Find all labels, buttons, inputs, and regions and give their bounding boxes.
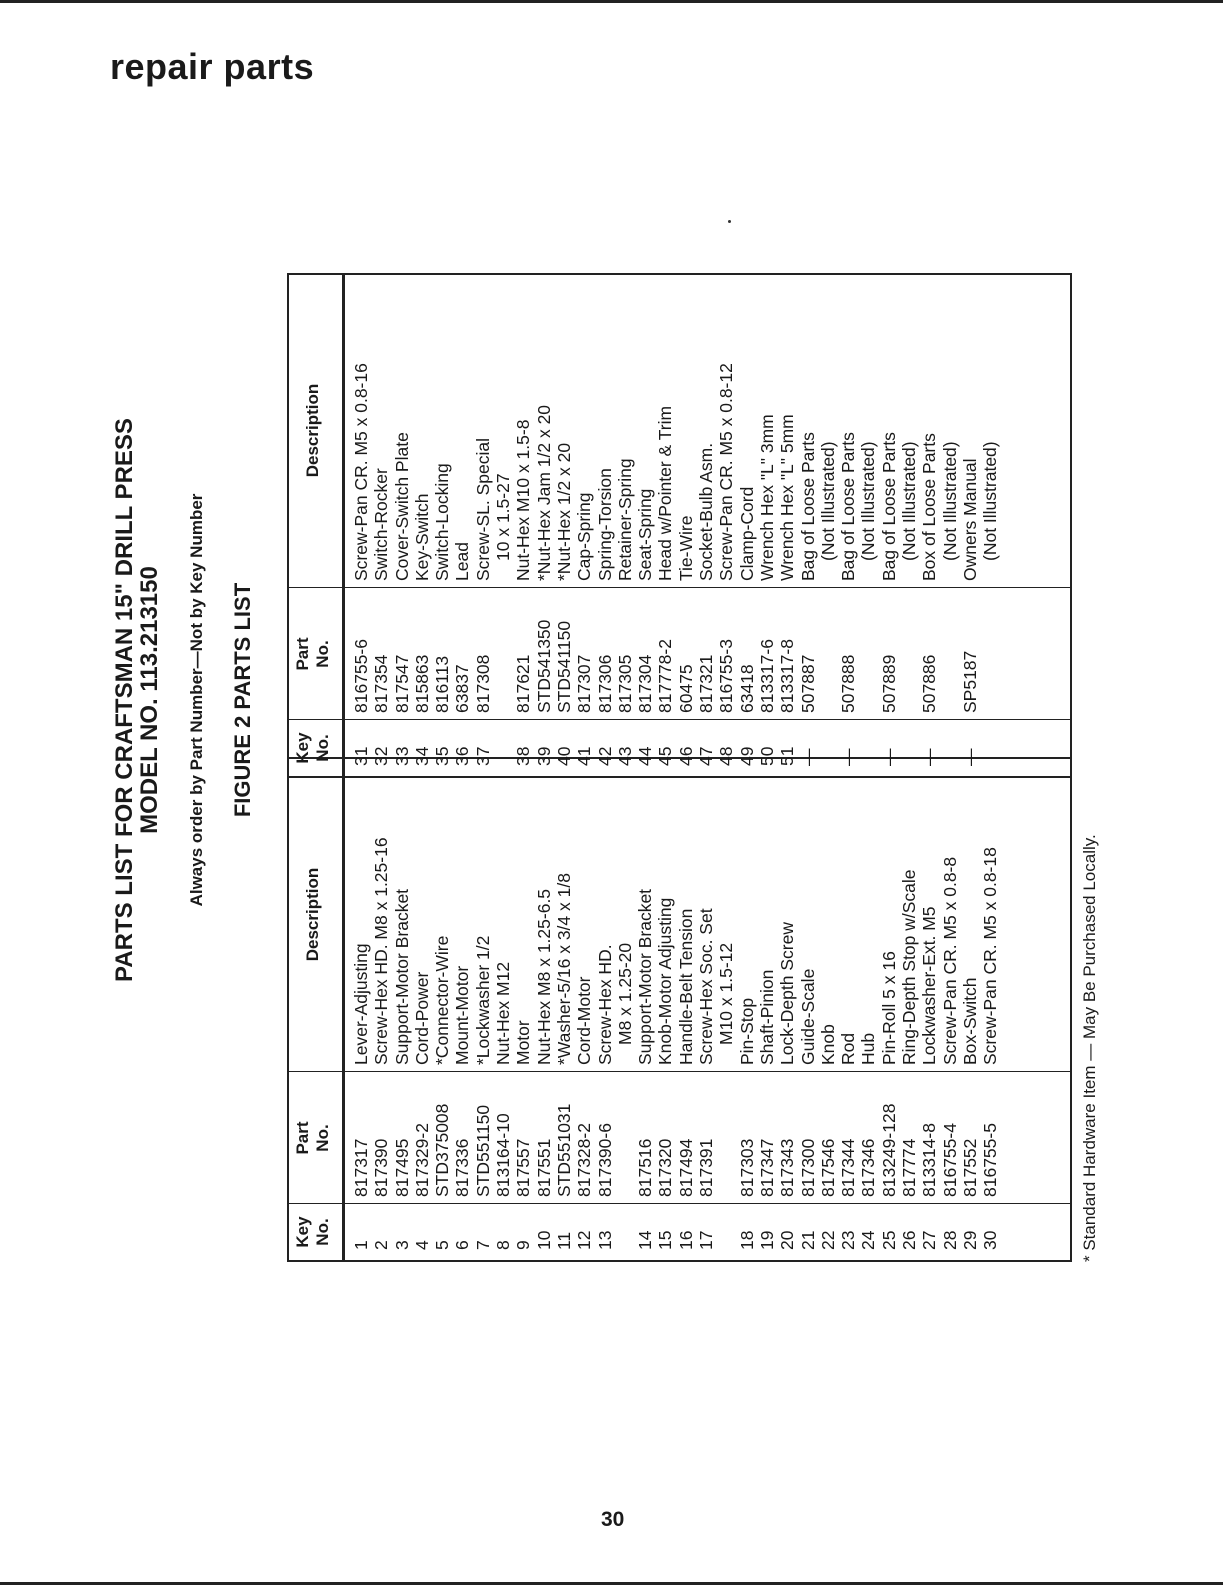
description-cell: Wrench Hex "L" 5mm (777, 414, 798, 581)
description-cell: Box-Switch (959, 977, 980, 1065)
key-cell: 37 (472, 746, 493, 766)
table-row-continuation (980, 275, 1000, 776)
table-row (635, 275, 655, 776)
table-row (554, 275, 574, 776)
part-no-cell: 817336 (452, 1138, 473, 1197)
part-no-cell: 817306 (594, 654, 615, 713)
description-cell: Switch-Rocker (371, 468, 392, 581)
description-cell: Key-Switch (411, 493, 432, 581)
description-cell: Bag of Loose Parts (838, 432, 859, 581)
key-cell: 29 (959, 1230, 980, 1250)
table-row (473, 759, 493, 1260)
table-row (452, 759, 472, 1260)
key-cell: 26 (899, 1230, 920, 1250)
table-row (960, 275, 980, 776)
rotated-parts-list (112, 100, 1112, 1300)
key-cell: 39 (533, 746, 554, 766)
description-cell: Cover-Switch Plate (391, 432, 412, 581)
header-part-line1: Part (293, 637, 312, 671)
key-cell: 23 (838, 1230, 859, 1250)
table-row (351, 759, 371, 1260)
parts-table-left (287, 757, 1072, 1262)
part-no-cell: 817346 (858, 1138, 879, 1197)
key-cell: 3 (391, 1240, 412, 1250)
part-no-cell: 63837 (452, 664, 473, 713)
part-no-cell: 817305 (614, 654, 635, 713)
table-row (371, 275, 391, 776)
table-row (919, 759, 939, 1260)
description-cell: Mount-Motor (452, 965, 473, 1065)
key-no-header (293, 720, 333, 776)
table-row (737, 275, 757, 776)
table-row (513, 275, 533, 776)
description-cell: Rod (838, 1032, 859, 1065)
part-no-cell: STD551150 (472, 1104, 493, 1197)
table-row (574, 275, 594, 776)
part-no-cell: 817547 (391, 654, 412, 713)
description-cell: Lever-Adjusting (351, 943, 371, 1065)
key-cell: 22 (817, 1230, 838, 1250)
key-cell: 8 (493, 1240, 514, 1250)
table-row (879, 275, 899, 776)
description-cell: *Nut-Hex Jam 1/2 x 20 (533, 404, 554, 581)
description-cell: Screw-Hex HD. (594, 944, 615, 1065)
key-cell: 32 (371, 746, 392, 766)
table-row (392, 759, 412, 1260)
description-cell: Shaft-Pinion (756, 969, 777, 1065)
part-no-cell: 817347 (756, 1138, 777, 1197)
key-no-header (293, 1204, 333, 1260)
description-cell: (Not Illustrated) (817, 441, 838, 561)
table-row (899, 759, 919, 1260)
table-row (676, 275, 696, 776)
part-no-cell: 813249-128 (878, 1103, 899, 1197)
part-no-cell: 817308 (472, 654, 493, 713)
part-no-cell: 817557 (513, 1138, 534, 1197)
key-cell: 9 (513, 1240, 534, 1250)
part-no-cell: 817546 (817, 1138, 838, 1197)
part-no-cell: 817778-2 (655, 639, 676, 713)
table-body-right (351, 275, 1001, 776)
description-cell: Cap-Spring (574, 492, 595, 581)
part-no-cell: 507887 (797, 654, 818, 713)
description-cell: Cord-Motor (574, 976, 595, 1065)
description-cell: Knob-Motor Adjusting (655, 897, 676, 1065)
description-cell: 10 x 1.5-27 (493, 473, 514, 561)
key-cell: 28 (939, 1230, 960, 1250)
part-no-cell: 813314-8 (919, 1123, 940, 1197)
part-no-cell: 817303 (736, 1138, 757, 1197)
table-row (432, 759, 452, 1260)
description-cell: Lockwasher-Ext. M5 (919, 906, 940, 1065)
part-no-cell: STD551031 (553, 1103, 574, 1197)
description-cell: Lock-Depth Screw (777, 922, 798, 1065)
description-cell: Handle-Belt Tension (675, 908, 696, 1065)
key-cell: 47 (696, 746, 717, 766)
description-cell: Screw-Pan CR. M5 x 0.8-18 (980, 847, 1001, 1065)
key-cell: 11 (553, 1231, 574, 1250)
table-row (371, 759, 391, 1260)
figure-title: FIGURE 2 PARTS LIST (230, 582, 255, 818)
header-key-line2: No. (313, 734, 332, 762)
table-row (534, 759, 554, 1260)
header-key-line1: Key (293, 732, 312, 764)
part-no-cell: 816755-5 (980, 1123, 1001, 1197)
part-no-cell: 507886 (919, 654, 940, 713)
table-row-continuation (858, 275, 878, 776)
description-cell: Retainer-Spring (614, 458, 635, 581)
table-row (798, 759, 818, 1260)
table-row (473, 275, 493, 776)
table-row (818, 759, 838, 1260)
part-no-cell: 817494 (675, 1138, 696, 1197)
part-no-cell: 817304 (635, 654, 656, 713)
table-row (858, 759, 878, 1260)
part-no-cell: 817552 (959, 1138, 980, 1197)
description-cell: (Not Illustrated) (980, 441, 1001, 561)
table-row (655, 759, 675, 1260)
description-cell: Pin-Stop (736, 997, 757, 1065)
part-no-cell: 817621 (513, 654, 534, 713)
key-cell: 19 (756, 1230, 777, 1250)
description-cell: Wrench Hex "L" 3mm (756, 414, 777, 581)
part-no-cell: STD541150 (553, 620, 574, 713)
table-row (960, 759, 980, 1260)
key-cell: 21 (797, 1230, 818, 1250)
title-line-2: MODEL NO. 113.213150 (136, 566, 163, 834)
table-row (493, 759, 513, 1260)
table-row (635, 759, 655, 1260)
part-no-cell: STD541350 (533, 619, 554, 713)
table-row (595, 759, 615, 1260)
table-header (289, 759, 345, 1260)
table-row (351, 275, 371, 776)
description-header: Description (303, 383, 322, 478)
description-cell: M10 x 1.5-12 (716, 942, 737, 1045)
key-cell: — (959, 748, 980, 766)
table-row (513, 759, 533, 1260)
key-cell: 16 (675, 1230, 696, 1250)
key-cell: 35 (432, 746, 453, 766)
description-cell: Lead (452, 542, 473, 581)
table-row-continuation (716, 759, 736, 1260)
part-no-cell: 816113 (432, 655, 453, 713)
key-cell: 48 (716, 746, 737, 766)
key-cell: 14 (635, 1230, 656, 1250)
table-row (838, 275, 858, 776)
key-cell: 12 (574, 1230, 595, 1250)
description-cell: Spring-Torsion (594, 468, 615, 581)
description-cell: Cord-Power (411, 971, 432, 1065)
part-no-cell: 817354 (371, 654, 392, 713)
description-cell: Bag of Loose Parts (797, 432, 818, 581)
description-cell: Nut-Hex M8 x 1.25-6.5 (533, 888, 554, 1065)
key-cell: 33 (391, 746, 412, 766)
description-cell: Screw-Pan CR. M5 x 0.8-12 (716, 363, 737, 581)
table-row (940, 759, 960, 1260)
part-no-cell: 817495 (391, 1138, 412, 1197)
table-row (737, 759, 757, 1260)
part-no-cell: 816755-4 (939, 1123, 960, 1197)
key-cell: 1 (351, 1240, 371, 1250)
description-header: Description (303, 867, 322, 962)
table-row (655, 275, 675, 776)
description-cell: Guide-Scale (797, 968, 818, 1065)
part-no-cell: SP5187 (959, 650, 980, 713)
description-cell: Head w/Pointer & Trim (655, 405, 676, 581)
part-no-cell: 817328-2 (574, 1123, 595, 1197)
key-cell: 40 (553, 746, 574, 766)
title-line-1: PARTS LIST FOR CRAFTSMAN 15" DRILL PRESS (111, 418, 138, 982)
table-row (452, 275, 472, 776)
description-cell: Screw-Pan CR. M5 x 0.8-8 (939, 856, 960, 1065)
part-no-cell: 817516 (635, 1138, 656, 1197)
key-cell: 36 (452, 746, 473, 766)
part-no-cell: 817320 (655, 1138, 676, 1197)
part-no-cell: 813164-10 (493, 1113, 514, 1197)
table-row-continuation (615, 759, 635, 1260)
key-cell: 34 (411, 746, 432, 766)
key-cell: 5 (432, 1240, 453, 1250)
table-row (838, 759, 858, 1260)
header-part-line2: No. (313, 1124, 332, 1152)
table-row-continuation (818, 275, 838, 776)
key-cell: 38 (513, 746, 534, 766)
key-cell: 10 (533, 1230, 554, 1250)
part-no-cell: 817307 (574, 654, 595, 713)
header-key-line2: No. (313, 1218, 332, 1246)
table-row (980, 759, 1000, 1260)
key-cell: 42 (594, 746, 615, 766)
part-no-cell: 817390-6 (594, 1123, 615, 1197)
page-number: 30 (601, 1508, 625, 1531)
header-part-line1: Part (293, 1121, 312, 1155)
table-row (412, 759, 432, 1260)
key-cell: 6 (452, 1240, 473, 1250)
description-cell: *Washer-5/16 x 3/4 x 1/8 (553, 873, 574, 1065)
description-cell: Nut-Hex M10 x 1.5-8 (513, 419, 534, 581)
table-row (574, 759, 594, 1260)
key-cell: — (878, 748, 899, 766)
description-cell: M8 x 1.25-20 (614, 942, 635, 1045)
key-cell: 31 (351, 746, 371, 766)
part-no-cell: 813317-6 (756, 639, 777, 713)
table-row-continuation (940, 275, 960, 776)
part-no-header (293, 1072, 333, 1204)
key-cell: 13 (594, 1230, 615, 1250)
part-no-header (293, 588, 333, 720)
section-title: repair parts (110, 46, 315, 87)
key-cell: 18 (736, 1230, 757, 1250)
key-cell: 49 (736, 746, 757, 766)
table-row (412, 275, 432, 776)
part-no-cell: 507889 (878, 654, 899, 713)
table-row (392, 275, 412, 776)
description-cell: Motor (513, 1020, 534, 1065)
part-no-cell: 816755-3 (716, 639, 737, 713)
part-no-cell: 507888 (838, 654, 859, 713)
key-cell: 30 (980, 1230, 1001, 1250)
order-note: Always order by Part Number—Not by Key Number (187, 493, 206, 907)
description-cell: Bag of Loose Parts (878, 432, 899, 581)
table-header (289, 275, 345, 776)
key-cell: 50 (756, 746, 777, 766)
table-row-continuation (899, 275, 919, 776)
key-cell: 15 (655, 1230, 676, 1250)
table-row (757, 275, 777, 776)
top-rule (0, 0, 1223, 3)
part-no-cell: 63418 (736, 664, 757, 713)
description-cell: *Lockwasher 1/2 (472, 935, 493, 1065)
part-no-cell: 817390 (371, 1138, 392, 1197)
table-row (554, 759, 574, 1260)
description-cell: Socket-Bulb Asm. (696, 442, 717, 581)
table-row (534, 275, 554, 776)
description-cell: Support-Motor Bracket (635, 888, 656, 1065)
description-cell: Screw-Pan CR. M5 x 0.8-16 (351, 363, 371, 581)
description-cell: Screw-Hex HD. M8 x 1.25-16 (371, 837, 392, 1065)
key-cell: 17 (696, 1230, 717, 1250)
table-row (696, 759, 716, 1260)
key-cell: 51 (777, 746, 798, 766)
key-cell: 46 (675, 746, 696, 766)
part-no-cell: STD375008 (432, 1103, 453, 1197)
table-row-continuation (493, 275, 513, 776)
description-cell: Knob (817, 1024, 838, 1065)
part-no-cell: 817317 (351, 1138, 371, 1197)
key-cell: 44 (635, 746, 656, 766)
parts-table-right (287, 273, 1072, 778)
footnote: * Standard Hardware Item — May Be Purchased Locally. (1080, 834, 1099, 1262)
part-no-cell: 817344 (838, 1138, 859, 1197)
header-key-line1: Key (293, 1216, 312, 1248)
description-cell: Ring-Depth Stop w/Scale (899, 869, 920, 1065)
description-cell: Screw-SL. Special (472, 438, 493, 581)
table-row (777, 275, 797, 776)
table-row (615, 275, 635, 776)
table-row (716, 275, 736, 776)
key-cell: 7 (472, 1240, 493, 1250)
part-no-cell: 817321 (696, 654, 717, 713)
parts-list-title (112, 100, 162, 1300)
key-cell: 27 (919, 1230, 940, 1250)
description-cell: Owners Manual (959, 458, 980, 581)
table-row (777, 759, 797, 1260)
description-cell: Switch-Locking (432, 463, 453, 581)
key-cell: — (919, 748, 940, 766)
part-no-cell: 60475 (675, 664, 696, 713)
description-cell: *Connector-Wire (432, 935, 453, 1065)
part-no-cell: 817343 (777, 1138, 798, 1197)
description-cell: *Nut-Hex 1/2 x 20 (553, 442, 574, 581)
key-cell: 43 (614, 746, 635, 766)
description-cell: Seat-Spring (635, 488, 656, 581)
table-row (676, 759, 696, 1260)
key-cell: 25 (878, 1230, 899, 1250)
table-row (432, 275, 452, 776)
table-row (595, 275, 615, 776)
key-cell: 24 (858, 1230, 879, 1250)
table-row (879, 759, 899, 1260)
key-cell: 41 (574, 746, 595, 766)
part-no-cell: 816755-6 (351, 639, 371, 713)
table-row (757, 759, 777, 1260)
part-no-cell: 813317-8 (777, 639, 798, 713)
description-cell: Clamp-Cord (736, 486, 757, 581)
description-cell: (Not Illustrated) (939, 441, 960, 561)
key-cell: 4 (411, 1240, 432, 1250)
description-cell: Screw-Hex Soc. Set (696, 908, 717, 1065)
part-no-cell: 815863 (411, 654, 432, 713)
table-body-left (351, 759, 1001, 1260)
description-cell: (Not Illustrated) (899, 441, 920, 561)
part-no-cell: 817551 (533, 1138, 554, 1197)
key-cell: — (838, 748, 859, 766)
table-row (919, 275, 939, 776)
description-cell: Hub (858, 1032, 879, 1065)
table-row (798, 275, 818, 776)
key-cell: 20 (777, 1230, 798, 1250)
description-cell: Tie-Wire (675, 515, 696, 581)
part-no-cell: 817391 (696, 1138, 717, 1197)
part-no-cell: 817774 (899, 1138, 920, 1197)
key-cell: 2 (371, 1240, 392, 1250)
description-cell: Support-Motor Bracket (391, 888, 412, 1065)
description-cell: (Not Illustrated) (858, 441, 879, 561)
part-no-cell: 817300 (797, 1138, 818, 1197)
part-no-cell: 817329-2 (411, 1123, 432, 1197)
table-row (696, 275, 716, 776)
description-cell: Box of Loose Parts (919, 433, 940, 581)
description-cell: Nut-Hex M12 (493, 961, 514, 1065)
key-cell: — (797, 748, 818, 766)
key-cell: 45 (655, 746, 676, 766)
header-part-line2: No. (313, 640, 332, 668)
description-cell: Pin-Roll 5 x 16 (878, 951, 899, 1065)
